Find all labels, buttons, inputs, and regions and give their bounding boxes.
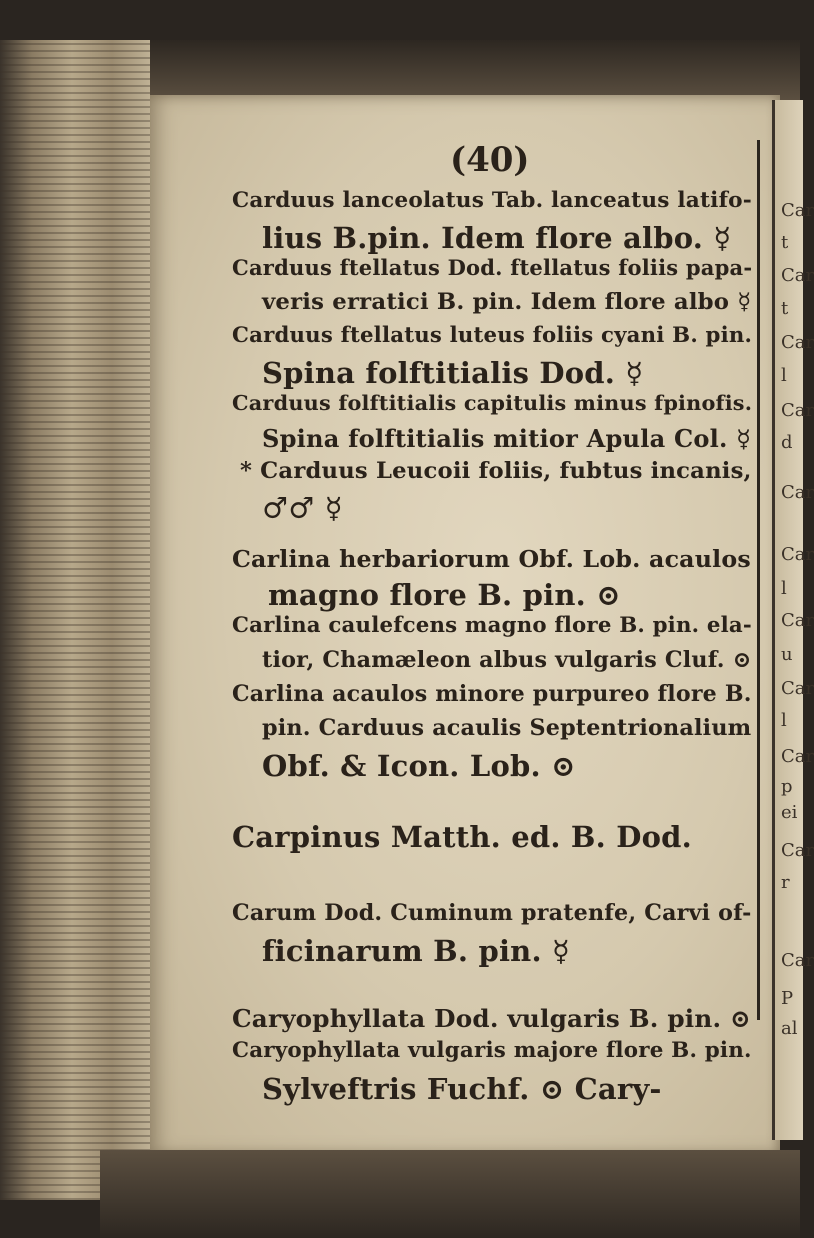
- book-left-edge: [0, 40, 160, 1200]
- entry-line: Carduus ftellatus luteus foliis cyani B. pin.: [232, 323, 753, 348]
- entry-line: Spina folftitialis Dod. ☿: [262, 356, 644, 390]
- entry-line: Carlina herbariorum Obf. Lob. acaulos: [232, 545, 751, 573]
- fragment: Car: [781, 265, 814, 286]
- page-gutter-line: [757, 140, 760, 1020]
- page-number: (40): [450, 140, 530, 180]
- fragment: Car: [781, 746, 814, 767]
- fragment: al: [781, 1018, 798, 1039]
- entry-line: ♂♂ ☿: [262, 491, 343, 525]
- fragment: l: [781, 365, 787, 386]
- fragment: Car: [781, 482, 814, 503]
- entry-line: ficinarum B. pin. ☿: [262, 934, 571, 968]
- entry-line: lius B.pin. Idem flore albo. ☿: [262, 221, 732, 255]
- entry-line: tior, Chamæleon albus vulgaris Cluf. ⊙: [262, 647, 752, 673]
- fragment: Car: [781, 840, 814, 861]
- entry-line: Obf. & Icon. Lob. ⊙: [262, 749, 576, 783]
- top-shadow: [150, 40, 800, 100]
- entry-line: magno flore B. pin. ⊙: [268, 578, 621, 612]
- fragment: d: [781, 432, 793, 453]
- entry-line: * Carduus Leucoii foliis, fubtus incanis,: [240, 458, 752, 484]
- entry-line: Spina folftitialis mitior Apula Col. ☿: [262, 424, 752, 453]
- fragment: ei: [781, 802, 798, 823]
- entry-line: pin. Carduus acaulis Septentrionalium: [262, 715, 752, 741]
- fragment: Car: [781, 678, 814, 699]
- fragment: p: [781, 776, 793, 797]
- fragment: r: [781, 872, 790, 893]
- entry-line: Caryophyllata vulgaris majore flore B. pin.: [232, 1038, 752, 1063]
- fragment: Car: [781, 950, 814, 971]
- entry-line: veris erratici B. pin. Idem flore albo ☿: [262, 289, 752, 315]
- fragment: Car: [781, 544, 814, 565]
- fragment: l: [781, 710, 787, 731]
- entry-line: Carduus folftitialis capitulis minus fpinofis.: [232, 390, 753, 415]
- facing-page-edge: [772, 100, 814, 1140]
- entry-line: Carum Dod. Cuminum pratenfe, Carvi of-: [232, 900, 752, 926]
- entry-line: Carpinus Matth. ed. B. Dod.: [232, 820, 692, 854]
- entry-line: Carduus ftellatus Dod. ftellatus foliis papa-: [232, 255, 753, 280]
- fragment: u: [781, 644, 793, 665]
- fragment: Car: [781, 610, 814, 631]
- fragment: Car: [781, 332, 814, 353]
- entry-line: Carlina caulefcens magno flore B. pin. ela-: [232, 613, 752, 638]
- fragment: Car: [781, 200, 814, 221]
- entry-line: Carlina acaulos minore purpureo flore B.: [232, 681, 752, 707]
- entry-line: Sylveftris Fuchf. ⊙ Cary-: [262, 1072, 662, 1106]
- entry-line: Carduus lanceolatus Tab. lanceatus latifo-: [232, 188, 752, 213]
- fragment: P: [781, 988, 794, 1009]
- fragment: Car: [781, 400, 814, 421]
- bottom-shadow: [100, 1150, 800, 1238]
- fragment: l: [781, 578, 787, 599]
- fragment: t: [781, 298, 789, 319]
- fragment: t: [781, 232, 789, 253]
- entry-line: Caryophyllata Dod. vulgaris B. pin. ⊙: [232, 1004, 751, 1033]
